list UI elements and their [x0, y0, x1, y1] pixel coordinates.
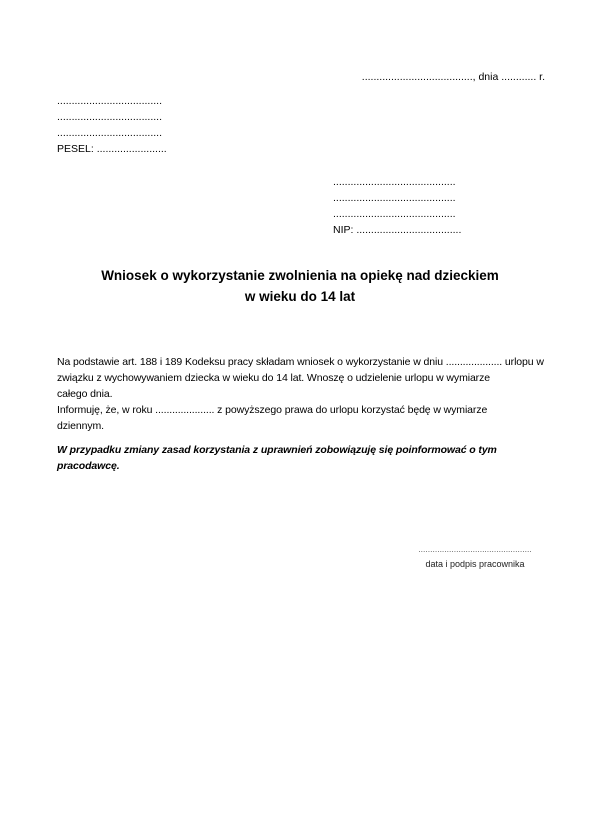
request-line: związku z wychowywaniem dziecka w wieku do 14 lat. Wnoszę o udzielenie urlopu w wymiarze — [57, 372, 490, 384]
notice-line: pracodawcę. — [57, 460, 120, 472]
signature-line: ................................................ — [418, 544, 532, 554]
employer-data-block — [333, 174, 461, 238]
employer-address2-field: .......................................... — [333, 208, 456, 220]
employee-pesel-field: PESEL: ........................ — [57, 143, 167, 155]
date-field: ......................................, dnia ............ r. — [361, 71, 545, 83]
employee-address2-field: .................................... — [57, 127, 163, 139]
document-title-line2: w wieku do 14 lat — [244, 289, 356, 304]
signature-caption: data i podpis pracownika — [425, 559, 525, 569]
employee-address-field: .................................... — [57, 111, 163, 123]
request-line: Na podstawie art. 188 i 189 Kodeksu pracy składam wniosek o wykorzystanie w dniu .................... urlopu w — [57, 356, 544, 368]
employer-nip-field: NIP: .................................... — [333, 224, 462, 236]
employee-name-field: .................................... — [57, 95, 163, 107]
signature-area — [405, 543, 545, 570]
notice-line: W przypadku zmiany zasad korzystania z uprawnień zobowiązuję się poinformować o tym — [57, 444, 497, 456]
employee-data-block — [57, 93, 167, 157]
notice-paragraph — [57, 442, 497, 474]
document-title — [0, 265, 600, 307]
employer-name-field: .......................................... — [333, 176, 456, 188]
document-title-line1: Wniosek o wykorzystanie zwolnienia na opiekę nad dzieckiem — [101, 268, 499, 283]
request-line: dziennym. — [57, 420, 104, 432]
request-line: całego dnia. — [57, 388, 113, 400]
request-paragraph — [57, 354, 544, 434]
employer-address-field: .......................................... — [333, 192, 456, 204]
request-line: Informuję, że, w roku ..................... z powyższego prawa do urlopu korzystać będę w wymiarze — [57, 404, 488, 416]
